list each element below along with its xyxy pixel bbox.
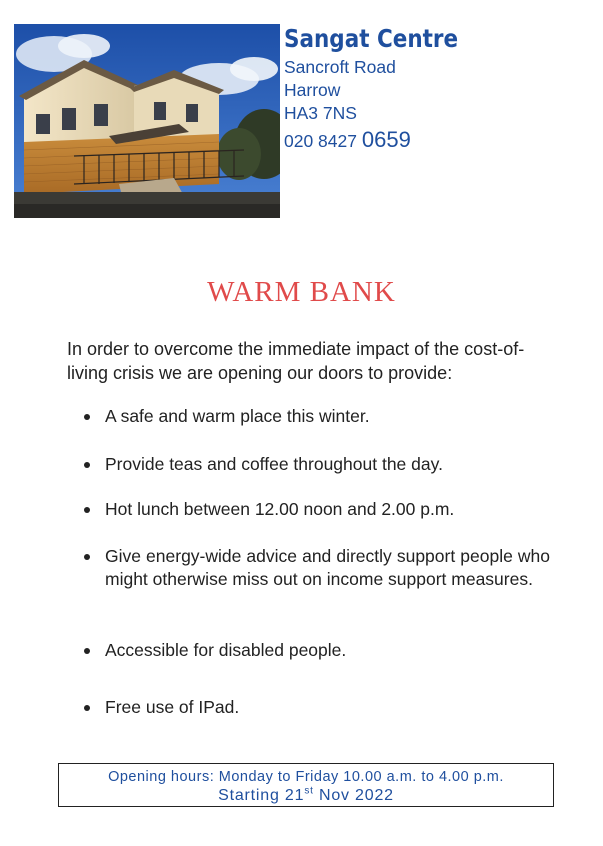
list-item-text: Hot lunch between 12.00 noon and 2.00 p.m. [105, 499, 455, 519]
address-town: Harrow [284, 80, 341, 100]
bullet-dot-icon [84, 414, 90, 420]
bullet-dot-icon [84, 462, 90, 468]
bullet-dot-icon [84, 554, 90, 560]
intro-paragraph: In order to overcome the immediate impact of the cost-of-living crisis we are opening our doors to provide: [67, 339, 525, 383]
list-item-text: Free use of IPad. [105, 697, 240, 717]
opening-hours-box [58, 763, 554, 807]
org-name: Sangat Centre [284, 24, 459, 53]
building-photo [14, 24, 280, 218]
address-postcode: HA3 7NS [284, 103, 357, 123]
phone-prefix: 020 8427 [284, 131, 357, 151]
phone-number [284, 125, 486, 156]
page-title: WARM BANK [207, 276, 396, 308]
bullet-dot-icon [84, 705, 90, 711]
address-street: Sancroft Road [284, 57, 396, 77]
start-date-prefix: Starting 21 [218, 787, 305, 804]
start-date [59, 786, 553, 806]
bullet-dot-icon [84, 648, 90, 654]
list-item [84, 639, 550, 662]
list-item-text: Accessible for disabled people. [105, 640, 347, 660]
list-item-text: Provide teas and coffee throughout the day. [105, 454, 443, 474]
start-date-suffix: Nov 2022 [313, 787, 394, 804]
building-illustration [14, 24, 280, 218]
list-item [84, 498, 550, 521]
list-item-text: Give energy-wide advice and directly support people who might otherwise miss out on income support measures. [105, 546, 550, 589]
opening-hours-text: Opening hours: Monday to Friday 10.00 a.m. to 4.00 p.m. [108, 769, 504, 785]
list-item [84, 696, 550, 719]
list-item [84, 453, 550, 476]
list-item [84, 405, 550, 428]
list-item-text: A safe and warm place this winter. [105, 406, 370, 426]
start-date-ordinal: st [304, 785, 314, 797]
list-item [84, 545, 550, 591]
contact-block [284, 22, 486, 156]
bullet-dot-icon [84, 507, 90, 513]
phone-suffix: 0659 [361, 127, 411, 152]
